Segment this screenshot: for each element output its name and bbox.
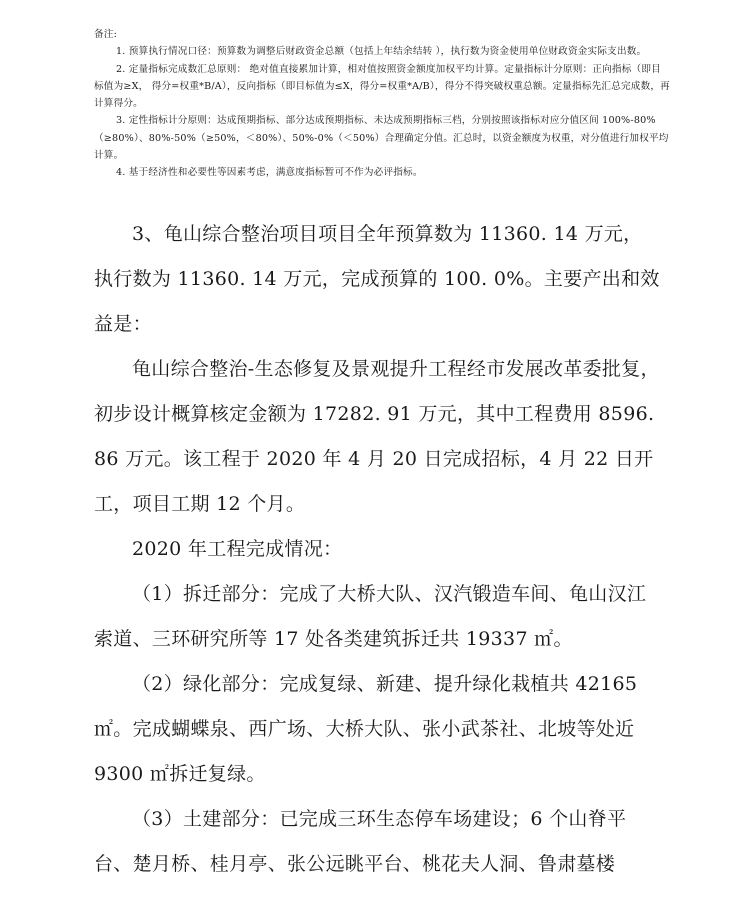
paragraph-project-approval: 龟山综合整治-生态修复及景观提升工程经市发展改革委批复，初步设计概算核定金额为 17282. 91 万元，其中工程费用 8596. 86 万元。该工程于 2020 年 4 月 20 日完成招标，4 月 22 日开工，项目工期 12 个月。 [94,358,660,515]
note-item: 1. 预算执行情况口径：预算数为调整后财政资金总额（包括上年结余结转 ），执行数为资金使用单位财政资金实际支出数。 [116,46,647,58]
paragraph-demolition: （1）拆迁部分：完成了大桥大队、汉汽锻造车间、龟山汉江索道、三环研究所等 17 处各类建筑拆迁共 19337 ㎡。 [94,583,647,650]
body-section [94,212,660,887]
paragraph-completion-heading: 2020 年工程完成情况： [132,538,343,560]
paragraph-greening: （2）绿化部分：完成复绿、新建、提升绿化栽植共 42165 ㎡。完成蝴蝶泉、西广场、大桥大队、张小武茶社、北坡等处近 9300 ㎡拆迁复绿。 [94,673,638,785]
note-item: 4. 基于经济性和必要性等因素考虑，满意度指标暂可不作为必评指标。 [116,167,423,179]
notes-title: 备注: [94,29,118,40]
paragraph-budget-summary: 3、龟山综合整治项目项目全年预算数为 11360. 14 万元，执行数为 11360. 14 万元，完成预算的 100. 0%。主要产出和效益是： [94,223,660,335]
note-item: 2. 定量指标完成数汇总原则： 绝对值直接累加计算，相对值按照资金额度加权平均计算。定量指标计分原则：正向指标（即目标值为≥X， 得分=权重*B/A），反向指标（即目标值为≤X，得分=权重*A/B），得分不得突破权重总额。定量指标先汇总完成数，再计算得分。 [94,63,670,110]
note-item: 3. 定性指标计分原则：达成预期指标、部分达成预期指标、未达成预期指标三档，分别按照该指标对应分值区间 100%-80%（≥80%）、80%-50%（≥50%，＜80%）、50%-0%（＜50%）合理确定分值。汇总时，以资金额度为权重，对分值进行加权平均计算。 [94,115,669,162]
paragraph-civil-works: （3）土建部分：已完成三环生态停车场建设；6 个山脊平台、楚月桥、桂月亭、张公远眺平台、桃花夫人洞、鲁肃墓楼 [94,808,627,875]
notes-section [94,26,670,182]
